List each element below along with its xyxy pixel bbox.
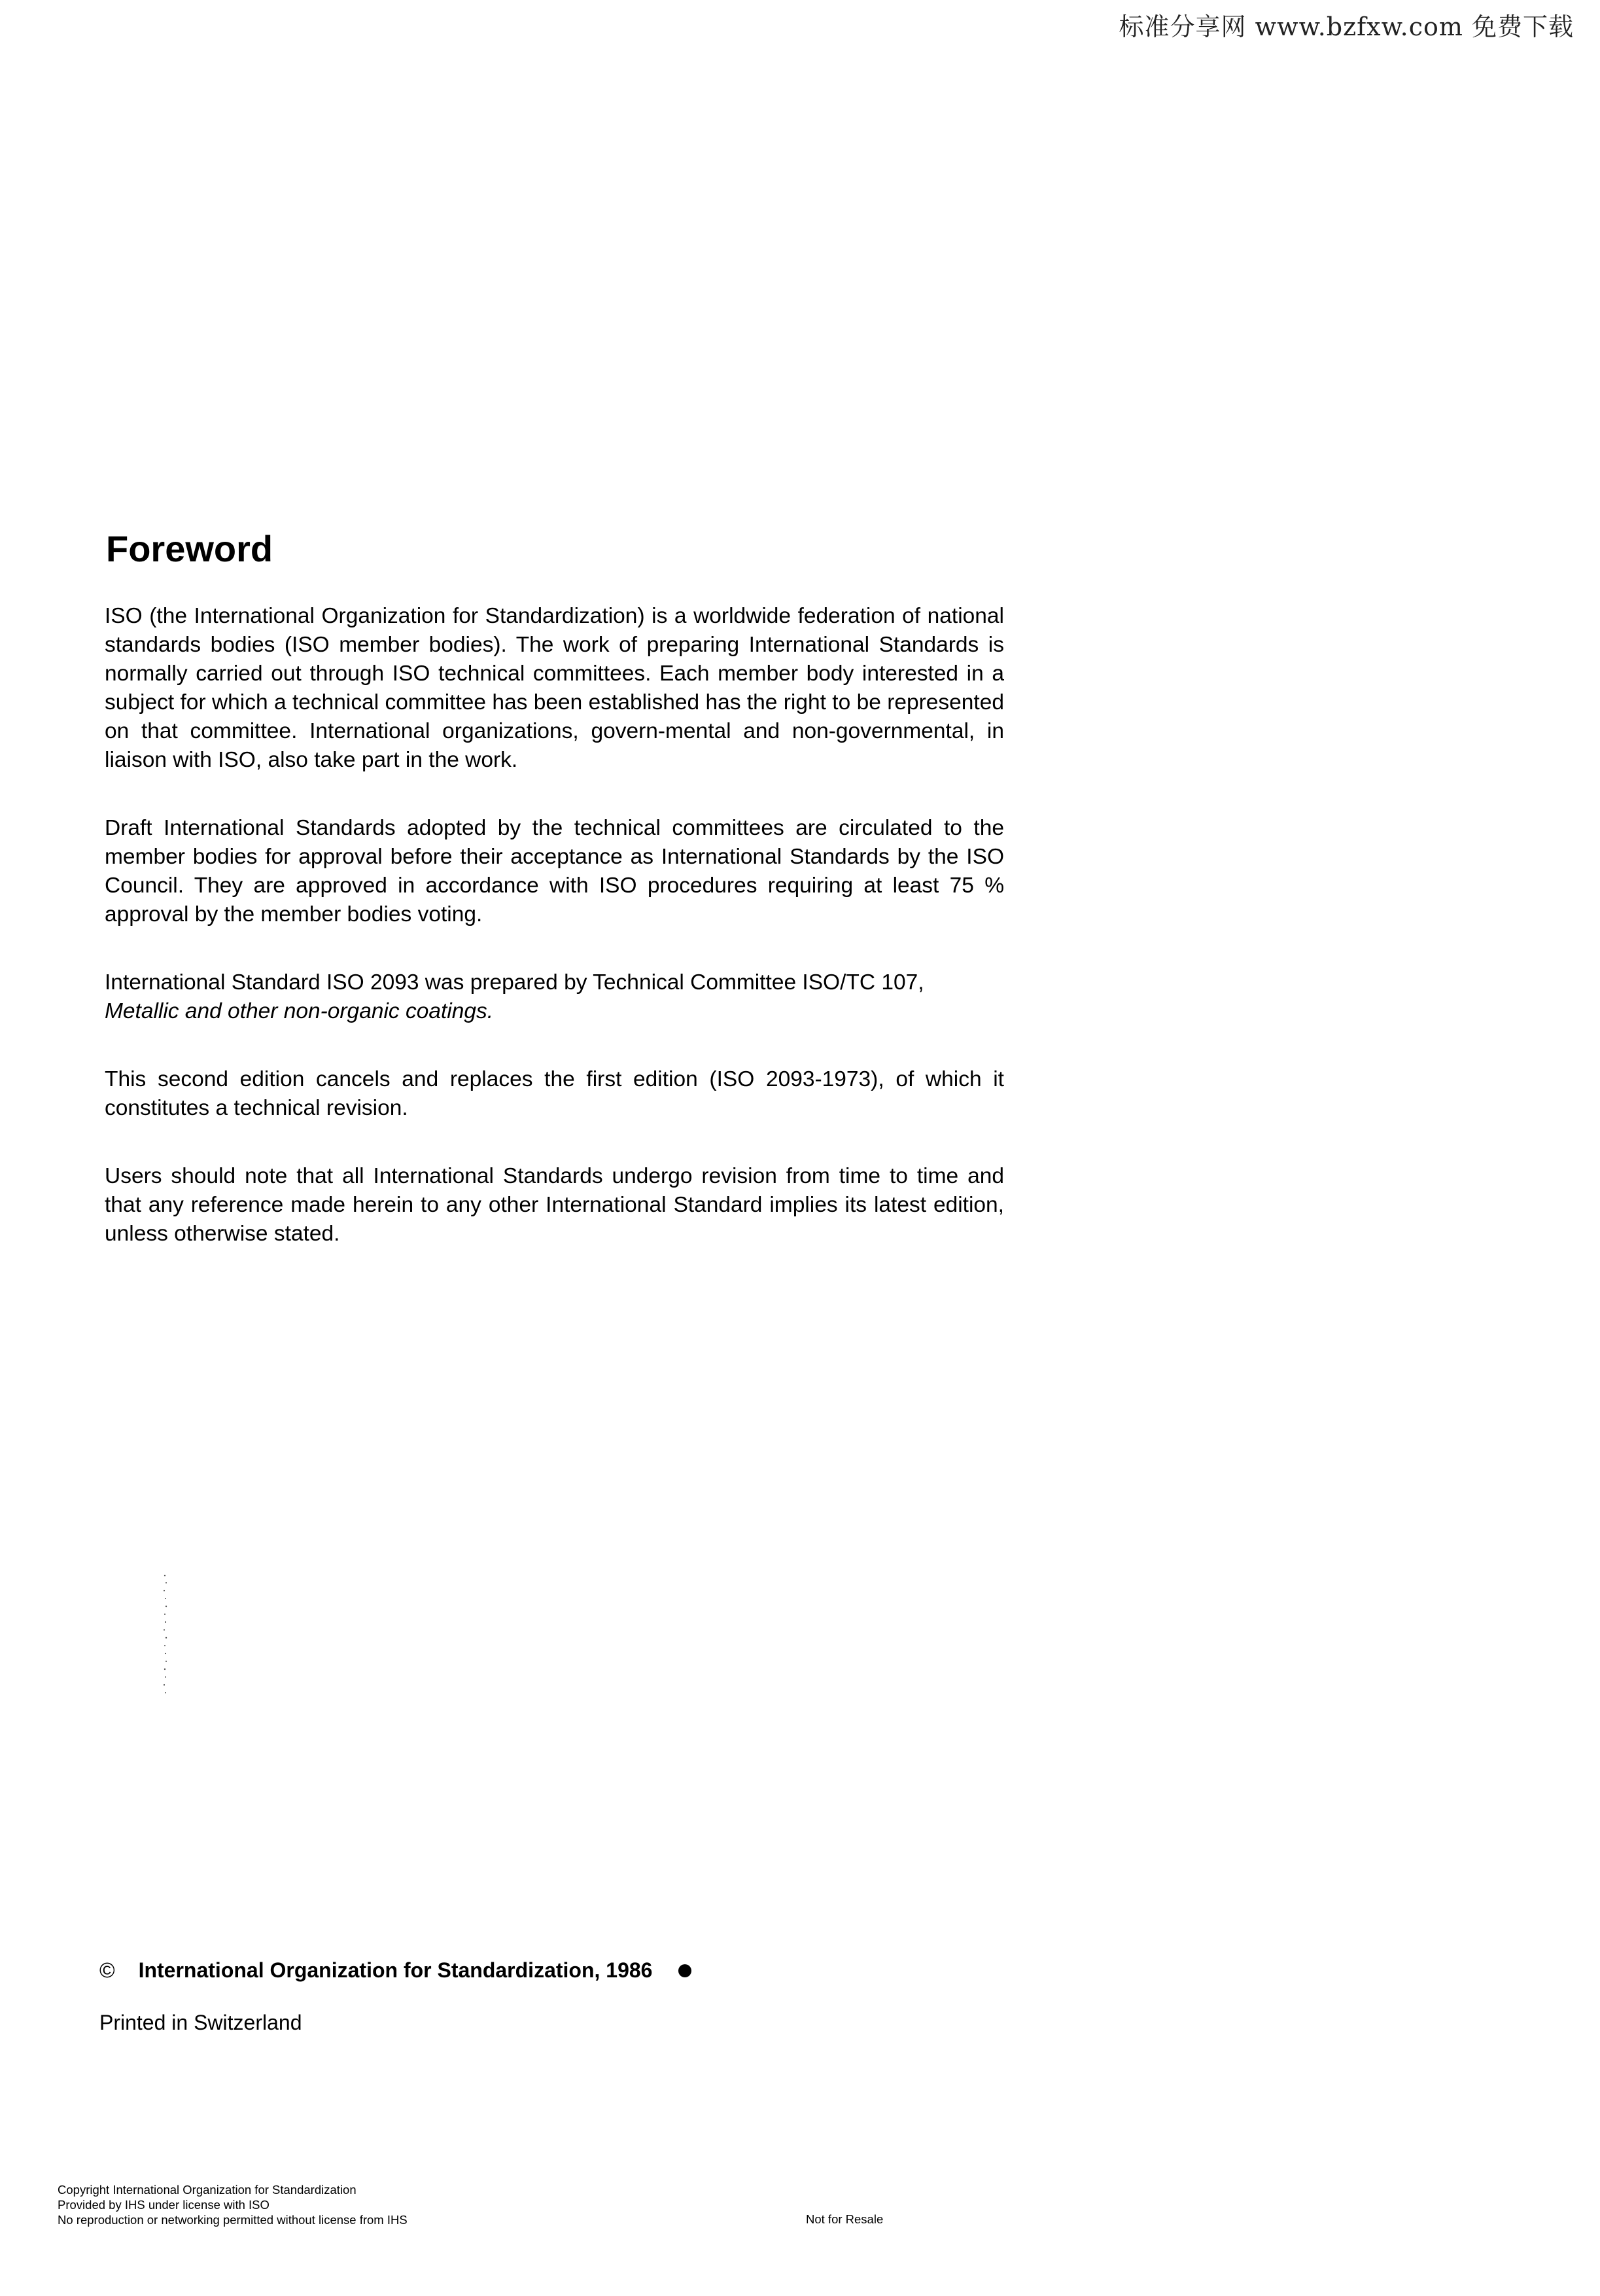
copyright-symbol: © (99, 1958, 115, 1982)
bullet-dot (678, 1964, 691, 1977)
paragraph-edition: This second edition cancels and replaces the first edition (ISO 2093-1973), of which it constitutes a technical revision. (105, 1067, 1004, 1120)
committee-title: Metallic and other non-organic coatings. (105, 998, 494, 1023)
footer-provider: Provided by IHS under license with ISO (58, 2198, 270, 2212)
foreword-heading: Foreword (106, 528, 273, 569)
preparation-text: International Standard ISO 2093 was prepared by Technical Committee ISO/TC 107, (105, 970, 924, 995)
printed-location: Printed in Switzerland (99, 2011, 302, 2034)
copyright-text: International Organization for Standardization, 1986 (138, 1958, 653, 1982)
footer-restriction: No reproduction or networking permitted without license from IHS (58, 2213, 408, 2227)
paragraph-iso-description: ISO (the International Organization for Standardization) is a worldwide federation of national standards bodies (ISO member bodies). The work of preparing International Standards is normally carried out through ISO technical committees. Each member body interested in a subject for which a technical committee has been established has the right to be represented on that committee. International organizations, govern-mental and non-governmental, in liaison with ISO, also take part in the work. (105, 603, 1004, 772)
license-footer (58, 2182, 408, 2227)
paragraph-draft-standards: Draft International Standards adopted by the technical committees are circulated to the member bodies for approval before their acceptance as International Standards by the ISO Council. They are approved in accordance with ISO procedures requiring at least 75 % approval by the member bodies voting. (105, 815, 1004, 927)
paragraph-revision-note: Users should note that all International Standards undergo revision from time to time and that any reference made herein to any other International Standard implies its latest edition, unless otherwise stated. (105, 1163, 1004, 1246)
copyright-line (99, 1958, 691, 1983)
watermark-text: 标准分享网 www.bzfxw.com 免费下载 (1119, 12, 1574, 41)
footer-resale: Not for Resale (806, 2212, 884, 2226)
paragraph-preparation (105, 968, 1004, 1026)
footer-copyright: Copyright International Organization for Standardization (58, 2183, 357, 2197)
foreword-section (105, 529, 1004, 1288)
scan-speckle (162, 1574, 169, 1698)
